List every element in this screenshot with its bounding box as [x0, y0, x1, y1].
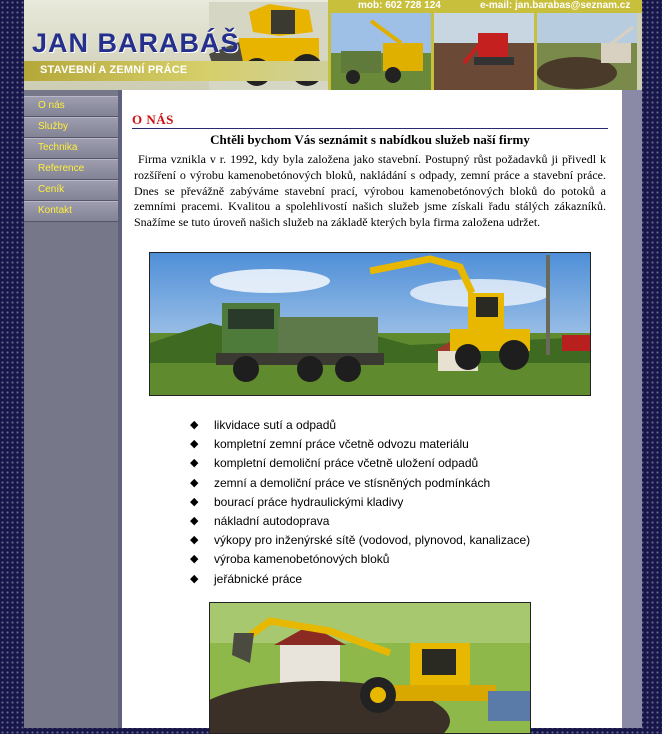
photo-excavator-digging [209, 602, 531, 734]
sidebar-nav [24, 90, 118, 728]
nav-item-cenik[interactable] [24, 180, 118, 201]
diamond-bullet-icon: ◆ [190, 457, 199, 470]
nav-item-sluzby[interactable] [24, 117, 118, 138]
list-item: ◆ nákladní autodoprava [190, 512, 530, 531]
intro-heading: Chtěli bychom Vás seznámit s nabídkou služeb naší firmy [210, 132, 530, 147]
content-right-margin [622, 90, 642, 728]
nav-label: Služby [38, 121, 69, 132]
site-header [24, 0, 642, 90]
nav-label: Reference [38, 163, 85, 174]
nav-item-o-nas[interactable] [24, 96, 118, 117]
brand-subtitle-bar [24, 61, 328, 81]
photo-truck-and-backhoe [149, 252, 591, 396]
list-item: ◆ kompletní zemní práce včetně odvozu materiálu [190, 435, 530, 454]
diamond-bullet-icon: ◆ [190, 438, 199, 451]
diamond-bullet-icon: ◆ [190, 534, 199, 547]
intro-paragraph: Firma vznikla v r. 1992, kdy byla založena jako stavební. Postupný růst požadavků ji přivedl k rozšíření o výrobu kamenobetónových bloků, nakládání s odpady, zemní práce a stavební práce. Dnes se převážně zabýváme stavební prací, výrobou kamenobetónových bloků do potoků a zemními pracemi. Kvalitou a spolehlivostí našich služeb jsme získali řadu stálých zákazníků. Snažíme se tuto úroveň našich služeb na základě kterých byla firma založena udržet. [134, 152, 606, 230]
header-photo-truck [328, 13, 431, 90]
diamond-bullet-icon: ◆ [190, 419, 199, 431]
main-content [118, 90, 622, 728]
diamond-bullet-icon: ◆ [190, 476, 199, 489]
diamond-bullet-icon: ◆ [190, 553, 199, 566]
brand-name: JAN BARABÁŠ [32, 28, 240, 58]
nav-item-technika[interactable] [24, 138, 118, 159]
list-item: ◆ bourací práce hydraulickými kladivy [190, 493, 530, 512]
brand-subtitle: STAVEBNÍ A ZEMNÍ PRÁCE [40, 64, 188, 76]
list-item: ◆ výroba kamenobetónových bloků [190, 550, 530, 569]
nav-label: Technika [38, 142, 78, 153]
phone-number: mob: 602 728 124 [358, 0, 441, 11]
header-photo-excavator [431, 13, 534, 90]
diamond-bullet-icon: ◆ [190, 514, 199, 527]
services-list [190, 416, 530, 589]
nav-label: Kontakt [38, 205, 72, 216]
list-item: ◆ zemní a demoliční práce ve stísněných podmínkách [190, 474, 530, 493]
brand-banner [24, 0, 328, 90]
list-item: ◆ jeřábnické práce [190, 570, 530, 589]
diamond-bullet-icon: ◆ [190, 495, 199, 508]
nav-label: O nás [38, 100, 65, 111]
diamond-bullet-icon: ◆ [190, 572, 199, 585]
list-item: ◆ kompletní demoliční práce včetně uložení odpadů [190, 454, 530, 473]
page-title: O NÁS [132, 112, 174, 127]
list-item: ◆ výkopy pro inženýrské sítě (vodovod, plynovod, kanalizace) [190, 531, 530, 550]
nav-item-reference[interactable] [24, 159, 118, 180]
email-address: e-mail: jan.barabas@seznam.cz [480, 0, 631, 11]
contact-bar [328, 0, 642, 13]
nav-item-kontakt[interactable] [24, 201, 118, 222]
list-item: ◆ likvidace sutí a odpadů [190, 416, 530, 435]
header-photo-earthworks [534, 13, 637, 90]
nav-label: Ceník [38, 184, 65, 195]
title-divider [132, 128, 608, 129]
